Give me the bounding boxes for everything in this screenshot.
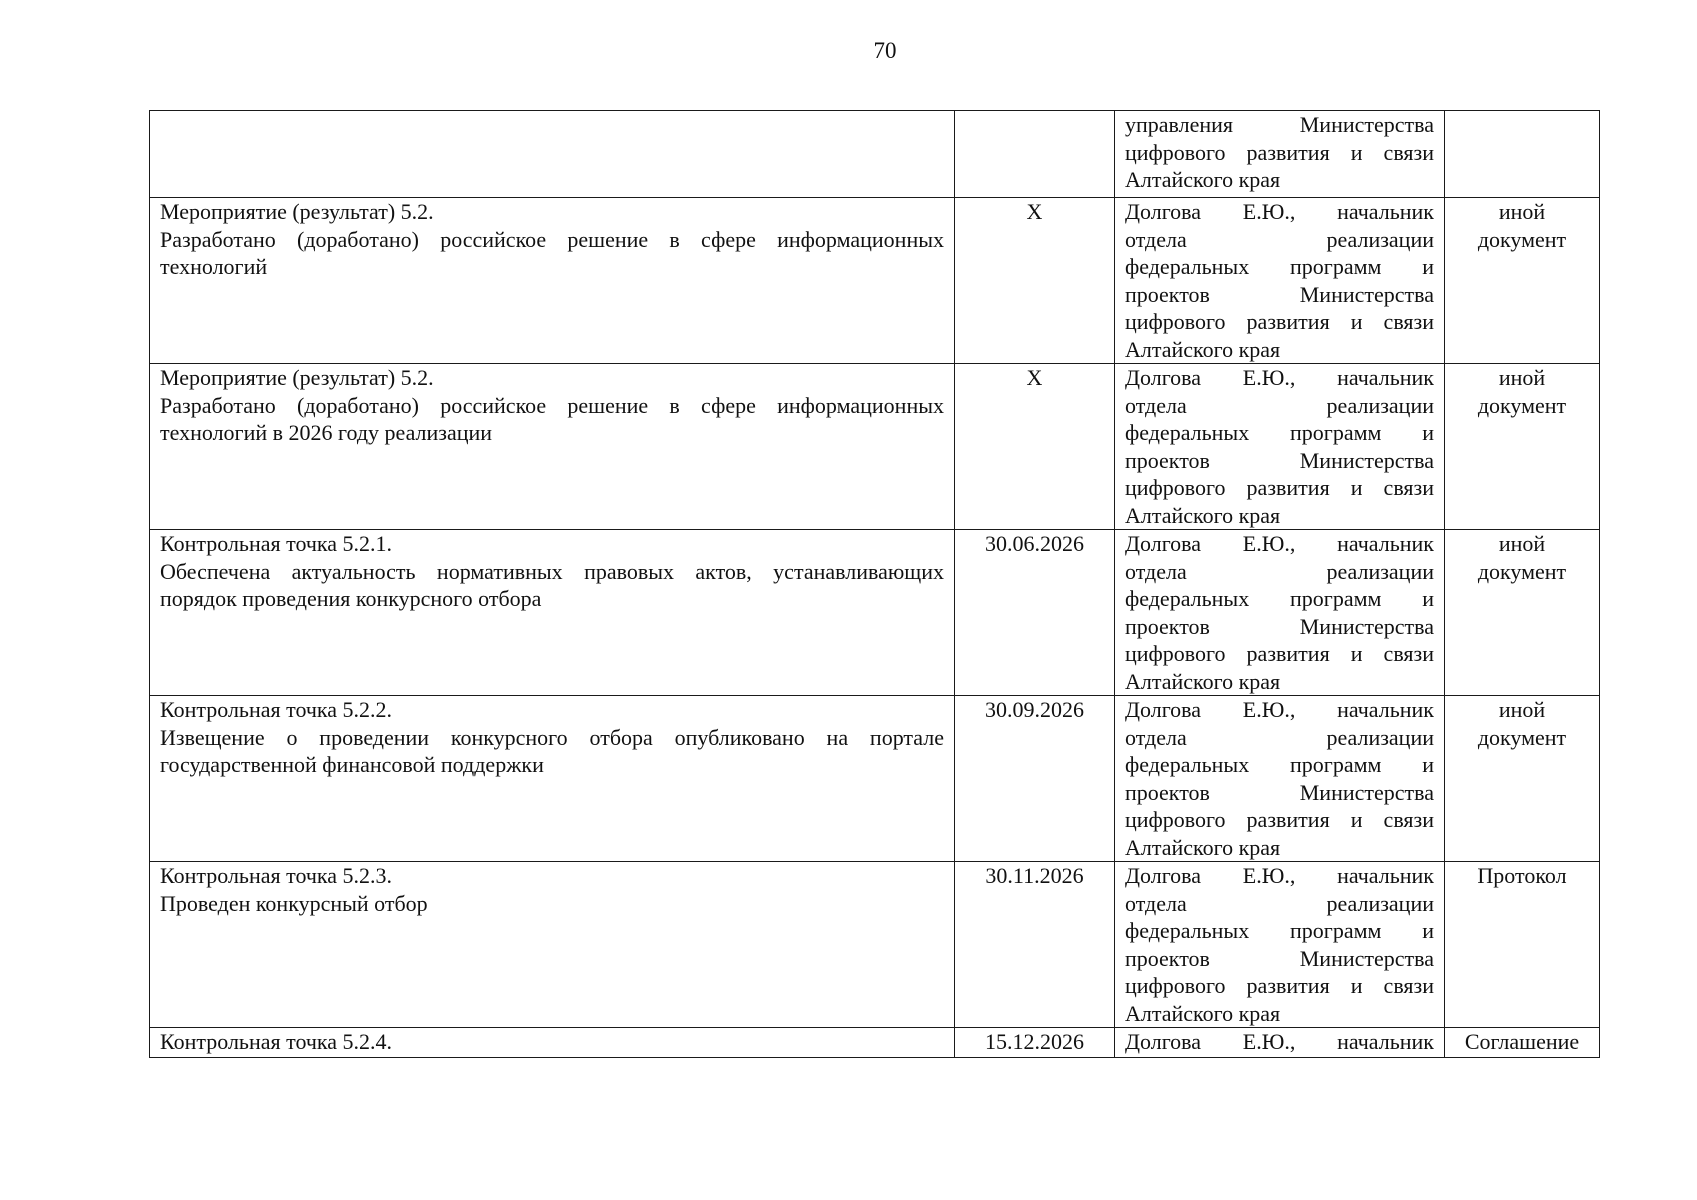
responsible-line: отдела реализации bbox=[1125, 392, 1434, 418]
responsible-line: цифрового развития и связи bbox=[1125, 641, 1434, 666]
date-cell: 30.06.2026 bbox=[955, 530, 1115, 696]
responsible-line: отдела реализации bbox=[1125, 724, 1434, 750]
activity-title: Контрольная точка 5.2.3. bbox=[160, 863, 393, 888]
responsible-line: Долгова Е.Ю., начальник bbox=[1125, 365, 1434, 390]
table-row bbox=[150, 530, 1600, 696]
responsible-line: отдела реализации bbox=[1125, 558, 1434, 584]
page-number: 70 bbox=[873, 38, 897, 63]
responsible-line: Долгова Е.Ю., начальник bbox=[1125, 697, 1434, 722]
responsible-line: федеральных программ и bbox=[1125, 918, 1434, 943]
responsible-cell bbox=[1115, 1028, 1445, 1058]
date-cell bbox=[955, 111, 1115, 198]
responsible-cell bbox=[1115, 198, 1445, 364]
date-cell: Х bbox=[955, 198, 1115, 364]
document-cell: Соглашение bbox=[1445, 1028, 1600, 1058]
activity-cell bbox=[150, 111, 955, 198]
responsible-line: федеральных программ и bbox=[1125, 420, 1434, 445]
activity-description: Обеспечена актуальность нормативных правовых актов, устанавливающих порядок проведения конкурсного отбора bbox=[160, 558, 944, 611]
responsible-cell bbox=[1115, 696, 1445, 862]
responsible-cell bbox=[1115, 111, 1445, 198]
table-row bbox=[150, 364, 1600, 530]
responsible-line: Долгова Е.Ю., начальник bbox=[1125, 863, 1434, 888]
responsible-line: Долгова Е.Ю., начальник bbox=[1125, 199, 1434, 224]
responsible-line: Долгова Е.Ю., начальник bbox=[1125, 531, 1434, 556]
responsible-cell bbox=[1115, 530, 1445, 696]
responsible-line: Долгова Е.Ю., начальник bbox=[1125, 1029, 1434, 1054]
date-cell: 30.11.2026 bbox=[955, 862, 1115, 1028]
responsible-line: цифрового развития и связи bbox=[1125, 309, 1434, 334]
table-row bbox=[150, 862, 1600, 1028]
responsible-line: Алтайского края bbox=[1125, 336, 1281, 362]
document-cell: Протокол bbox=[1445, 862, 1600, 1028]
responsible-line: Алтайского края bbox=[1125, 167, 1281, 192]
responsible-line: проектов Министерства bbox=[1125, 281, 1434, 307]
responsible-cell bbox=[1115, 862, 1445, 1028]
activity-cell bbox=[150, 530, 955, 696]
responsible-line: проектов Министерства bbox=[1125, 945, 1434, 971]
responsible-line: отдела реализации bbox=[1125, 890, 1434, 916]
plan-table bbox=[149, 110, 1600, 1058]
responsible-line: Алтайского края bbox=[1125, 1000, 1281, 1026]
activity-title: Мероприятие (результат) 5.2. bbox=[160, 199, 434, 224]
document-cell: иной документ bbox=[1445, 530, 1600, 696]
activity-cell bbox=[150, 696, 955, 862]
document-cell bbox=[1445, 111, 1600, 198]
table-row bbox=[150, 1028, 1600, 1058]
responsible-line: Алтайского края bbox=[1125, 668, 1281, 694]
responsible-cell bbox=[1115, 364, 1445, 530]
activity-title: Контрольная точка 5.2.4. bbox=[160, 1029, 393, 1054]
responsible-line: цифрового развития и связи bbox=[1125, 807, 1434, 832]
activity-title: Контрольная точка 5.2.1. bbox=[160, 531, 393, 556]
responsible-line: проектов Министерства bbox=[1125, 779, 1434, 805]
activity-cell bbox=[150, 862, 955, 1028]
activity-title: Контрольная точка 5.2.2. bbox=[160, 697, 393, 722]
date-cell: 15.12.2026 bbox=[955, 1028, 1115, 1058]
activity-description: Разработано (доработано) российское решение в сфере информационных технологий bbox=[160, 226, 944, 279]
document-cell: иной документ bbox=[1445, 198, 1600, 364]
date-cell: Х bbox=[955, 364, 1115, 530]
document-cell: иной документ bbox=[1445, 696, 1600, 862]
date-cell: 30.09.2026 bbox=[955, 696, 1115, 862]
activity-cell bbox=[150, 364, 955, 530]
table-row bbox=[150, 111, 1600, 198]
responsible-line: федеральных программ и bbox=[1125, 586, 1434, 611]
activity-cell bbox=[150, 198, 955, 364]
activity-title: Мероприятие (результат) 5.2. bbox=[160, 365, 434, 390]
document-cell: иной документ bbox=[1445, 364, 1600, 530]
activity-description: Разработано (доработано) российское решение в сфере информационных технологий в 2026 году реализации bbox=[160, 392, 944, 445]
activity-cell bbox=[150, 1028, 955, 1058]
responsible-line: управления Министерства bbox=[1125, 112, 1434, 137]
responsible-line: цифрового развития и связи bbox=[1125, 973, 1434, 998]
activity-description: Проведен конкурсный отбор bbox=[160, 890, 428, 916]
responsible-line: Алтайского края bbox=[1125, 834, 1281, 860]
responsible-line: федеральных программ и bbox=[1125, 254, 1434, 279]
responsible-line: отдела реализации bbox=[1125, 226, 1434, 252]
table-row bbox=[150, 696, 1600, 862]
responsible-line: Алтайского края bbox=[1125, 502, 1281, 528]
responsible-line: проектов Министерства bbox=[1125, 447, 1434, 473]
activity-description: Извещение о проведении конкурсного отбора опубликовано на портале государственной финансовой поддержки bbox=[160, 724, 944, 777]
responsible-line: цифрового развития и связи bbox=[1125, 139, 1434, 165]
table-row bbox=[150, 198, 1600, 364]
responsible-line: федеральных программ и bbox=[1125, 752, 1434, 777]
responsible-line: проектов Министерства bbox=[1125, 613, 1434, 639]
responsible-line: цифрового развития и связи bbox=[1125, 475, 1434, 500]
